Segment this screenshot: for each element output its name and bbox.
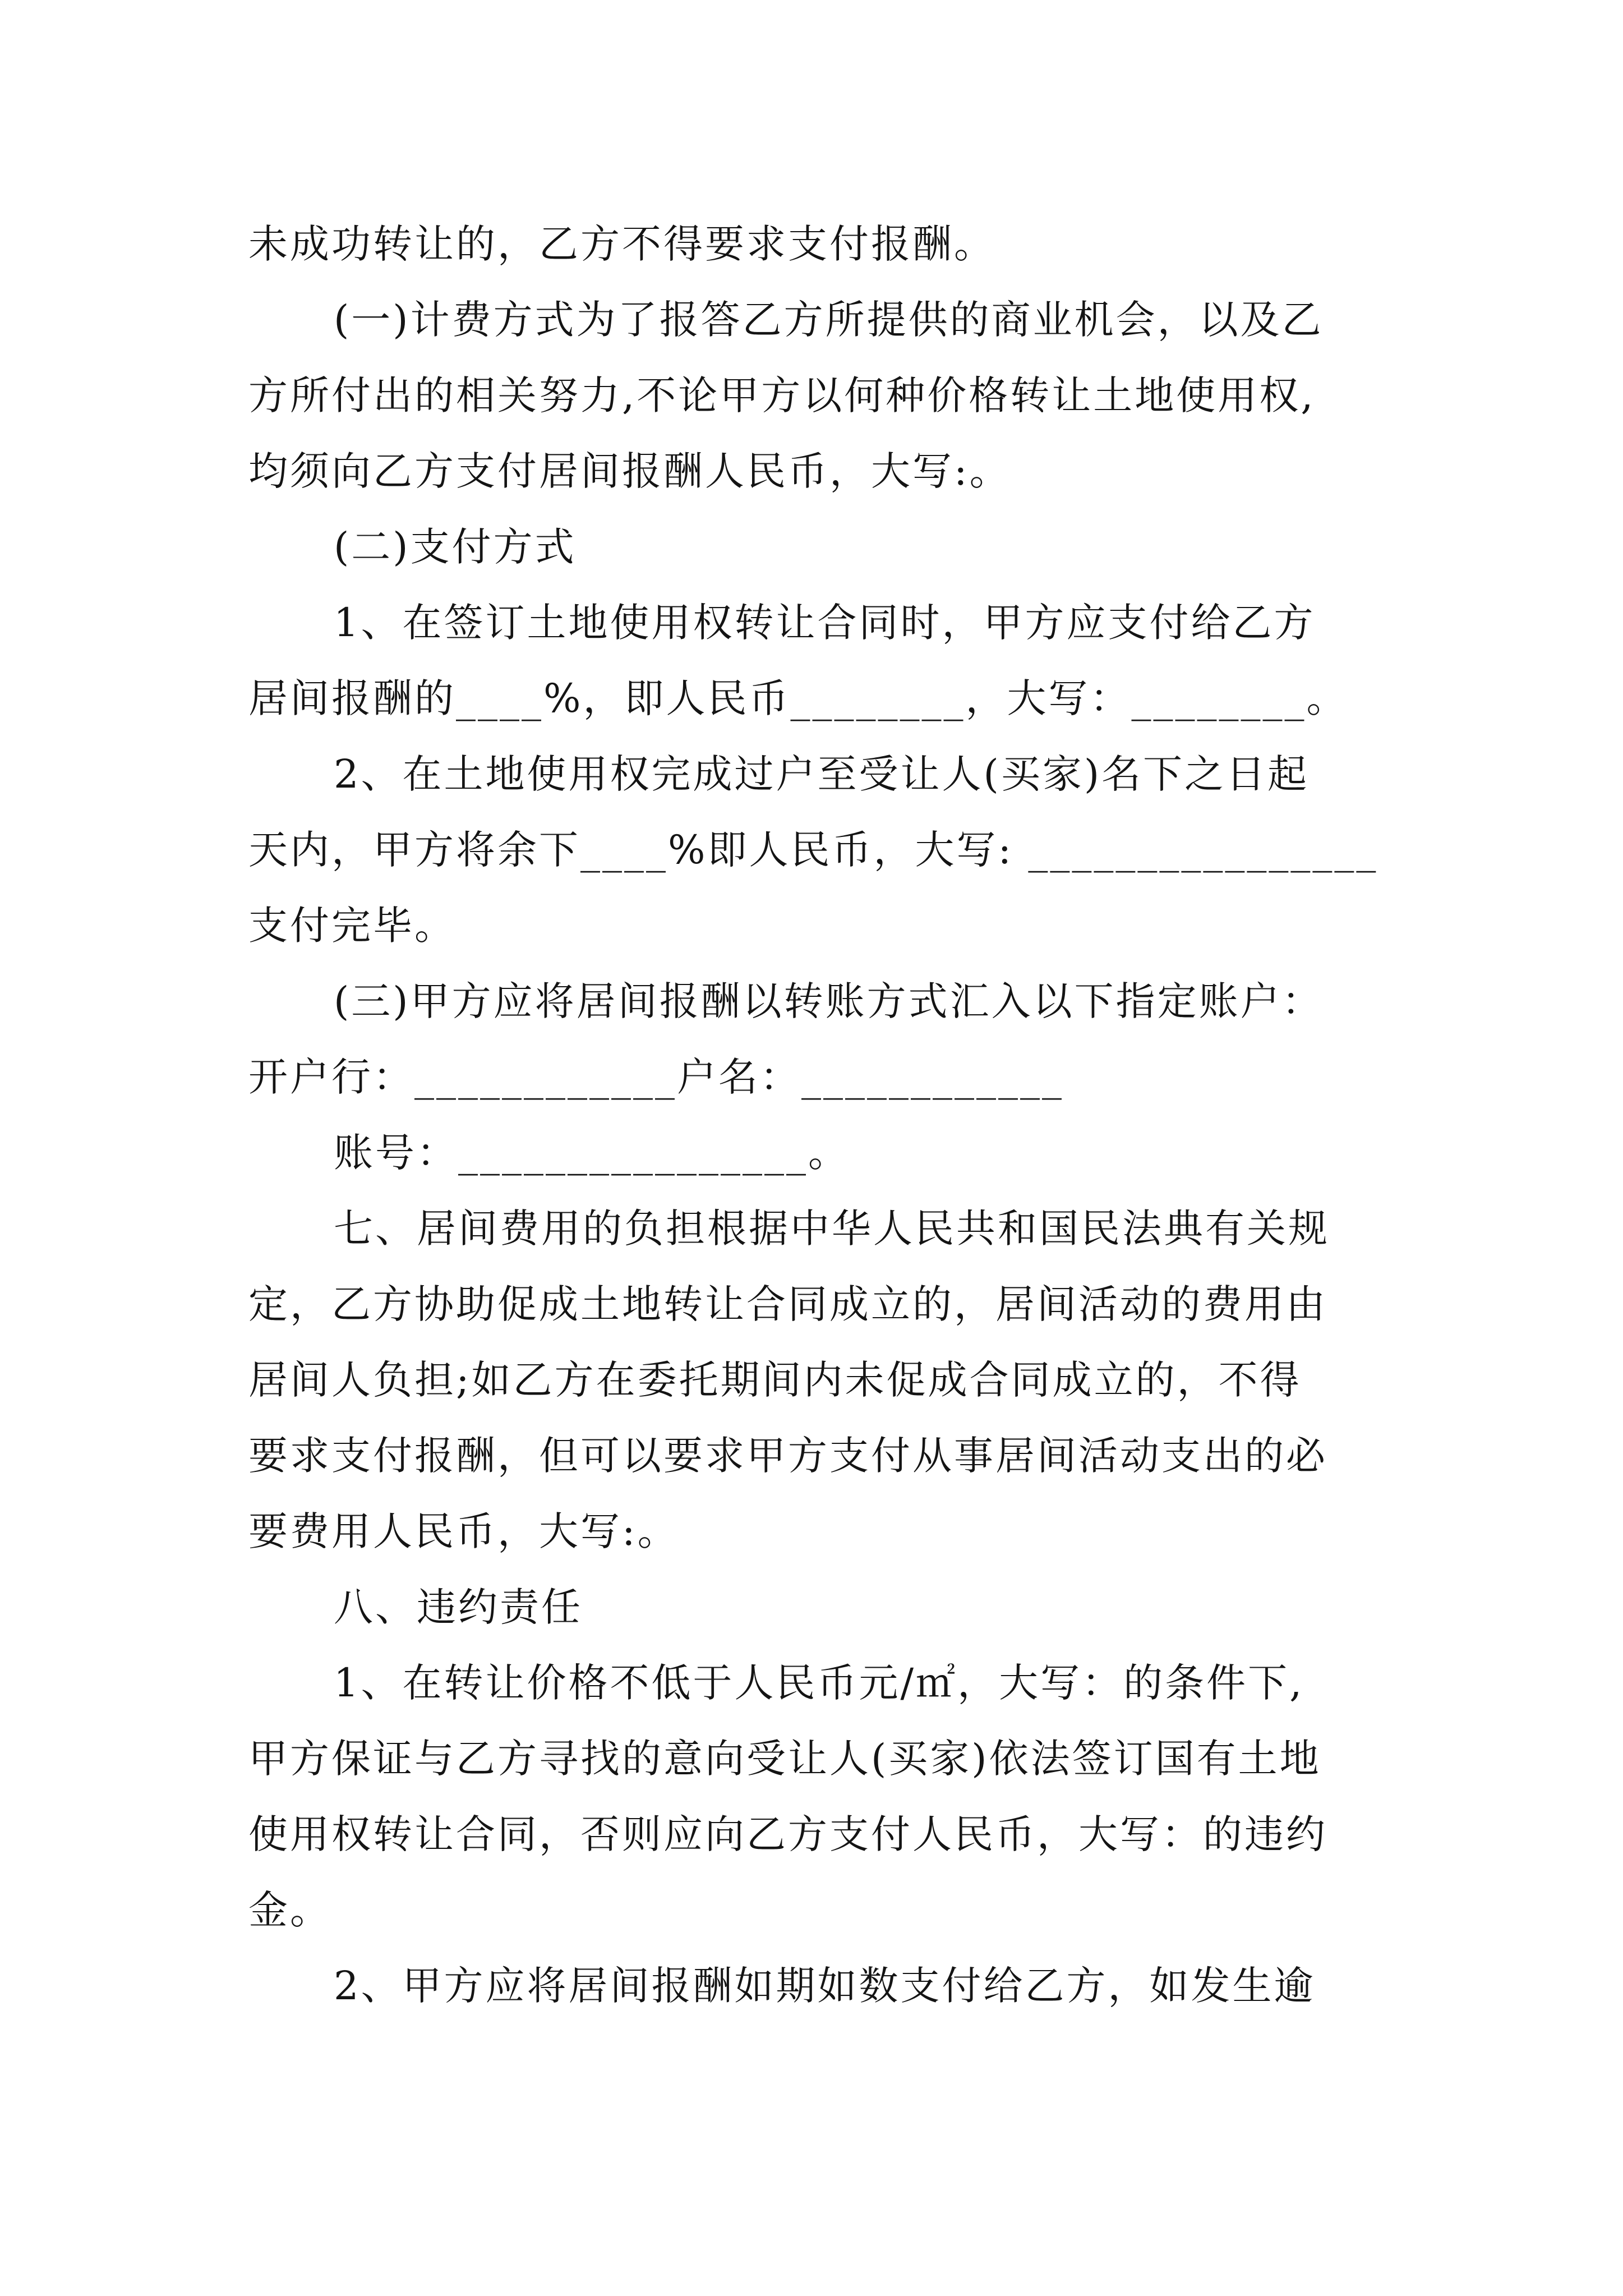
text-line: 2、在土地使用权完成过户至受让人(买家)名下之日起: [334, 751, 1310, 797]
text-line: 金。: [248, 1887, 331, 1933]
text-line: 支付完毕。: [248, 903, 456, 949]
text-line: (一)计费方式为了报答乙方所提供的商业机会，以及乙: [334, 297, 1324, 343]
text-line: 未成功转让的，乙方不得要求支付报酬。: [248, 221, 995, 267]
text-line: 要求支付报酬，但可以要求甲方支付从事居间活动支出的必: [248, 1433, 1327, 1479]
text-line: 八、违约责任: [334, 1584, 583, 1630]
text-line: (二)支付方式: [334, 524, 577, 570]
text-line: 居间报酬的____%，即人民币________，大写：________。: [248, 675, 1348, 721]
text-line: 要费用人民币，大写:。: [248, 1508, 679, 1554]
text-line: 2、甲方应将居间报酬如期如数支付给乙方，如发生逾: [334, 1963, 1316, 2009]
text-line: 开户行：____________户名：____________: [248, 1054, 1064, 1100]
text-line: 方所付出的相关努力,不论甲方以何种价格转让土地使用权,: [248, 372, 1316, 418]
text-line: 均须向乙方支付居间报酬人民币，大写:。: [248, 448, 1011, 494]
text-line: 天内，甲方将余下____%即人民币，大写: ________________: [248, 827, 1378, 873]
text-line: (三)甲方应将居间报酬以转账方式汇入以下指定账户：: [334, 978, 1324, 1024]
text-line: 1、在转让价格不低于人民币元/㎡，大写：的条件下,: [334, 1660, 1304, 1706]
text-line: 居间人负担;如乙方在委托期间内未促成合同成立的，不得: [248, 1357, 1302, 1403]
text-line: 定，乙方协助促成土地转让合同成立的，居间活动的费用由: [248, 1281, 1327, 1327]
text-line: 甲方保证与乙方寻找的意向受让人(买家)依法签订国有土地: [248, 1736, 1321, 1782]
text-line: 账号：________________。: [334, 1130, 850, 1176]
text-line: 七、居间费用的负担根据中华人民共和国民法典有关规: [334, 1205, 1330, 1251]
text-line: 1、在签订土地使用权转让合同时，甲方应支付给乙方: [334, 600, 1316, 646]
text-line: 使用权转让合同，否则应向乙方支付人民币，大写：的违约: [248, 1811, 1327, 1857]
